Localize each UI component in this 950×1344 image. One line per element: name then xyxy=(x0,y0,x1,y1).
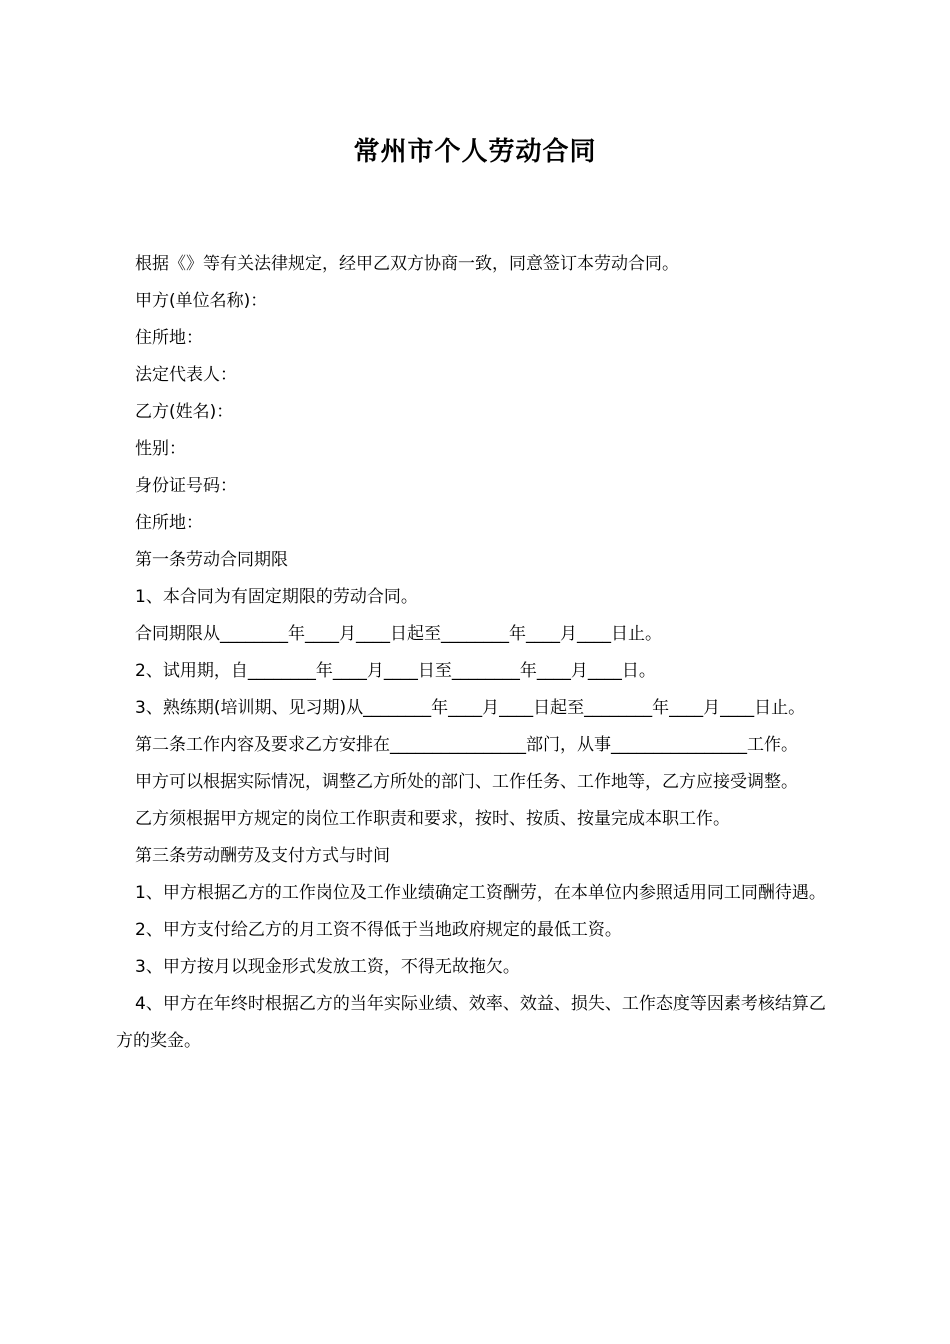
article-3-clause-4: 4、甲方在年终时根据乙方的当年实际业绩、效率、效益、损失、工作态度等因素考核结算乙方的奖金。 xyxy=(116,994,826,1051)
legal-representative-line: 法定代表人： xyxy=(135,365,237,385)
article-2-adjustment: 甲方可以根据实际情况，调整乙方所处的部门、工作任务、工作地等，乙方应接受调整。 xyxy=(135,772,798,792)
party-a-address-line: 住所地： xyxy=(135,328,203,348)
contract-term-line: 合同期限从________年____月____日起至________年____月____日止。 xyxy=(135,624,662,644)
article-3-clause-1: 1、甲方根据乙方的工作岗位及工作业绩确定工资酬劳，在本单位内参照适用同工同酬待遇。 xyxy=(135,883,826,903)
article-3-heading: 第三条劳动酬劳及支付方式与时间 xyxy=(135,846,390,866)
article-3-clause-2: 2、甲方支付给乙方的月工资不得低于当地政府规定的最低工资。 xyxy=(135,920,622,940)
id-number-line: 身份证号码： xyxy=(135,476,237,496)
party-b-address-line: 住所地： xyxy=(135,513,203,533)
intro-paragraph: 根据《》等有关法律规定，经甲乙双方协商一致，同意签订本劳动合同。 xyxy=(135,254,679,274)
article-1-heading: 第一条劳动合同期限 xyxy=(135,550,288,570)
gender-line: 性别： xyxy=(135,439,186,459)
document-title: 常州市个人劳动合同 xyxy=(353,137,597,167)
probation-period-line: 2、试用期，自________年____月____日至________年____月____日。 xyxy=(135,661,656,681)
training-period-line: 3、熟练期(培训期、见习期)从________年____月____日起至________年____月____日止。 xyxy=(135,698,806,718)
article-3-clause-3: 3、甲方按月以现金形式发放工资，不得无故拖欠。 xyxy=(135,957,520,977)
article-2-duties: 乙方须根据甲方规定的岗位工作职责和要求，按时、按质、按量完成本职工作。 xyxy=(135,809,730,829)
party-a-name-line: 甲方(单位名称)： xyxy=(135,291,268,311)
party-b-name-line: 乙方(姓名)： xyxy=(135,402,234,422)
contract-body xyxy=(116,246,836,1060)
article-1-clause-1: 1、本合同为有固定期限的劳动合同。 xyxy=(135,587,418,607)
article-2-heading: 第二条工作内容及要求乙方安排在________________部门，从事________________工作。 xyxy=(135,735,798,755)
